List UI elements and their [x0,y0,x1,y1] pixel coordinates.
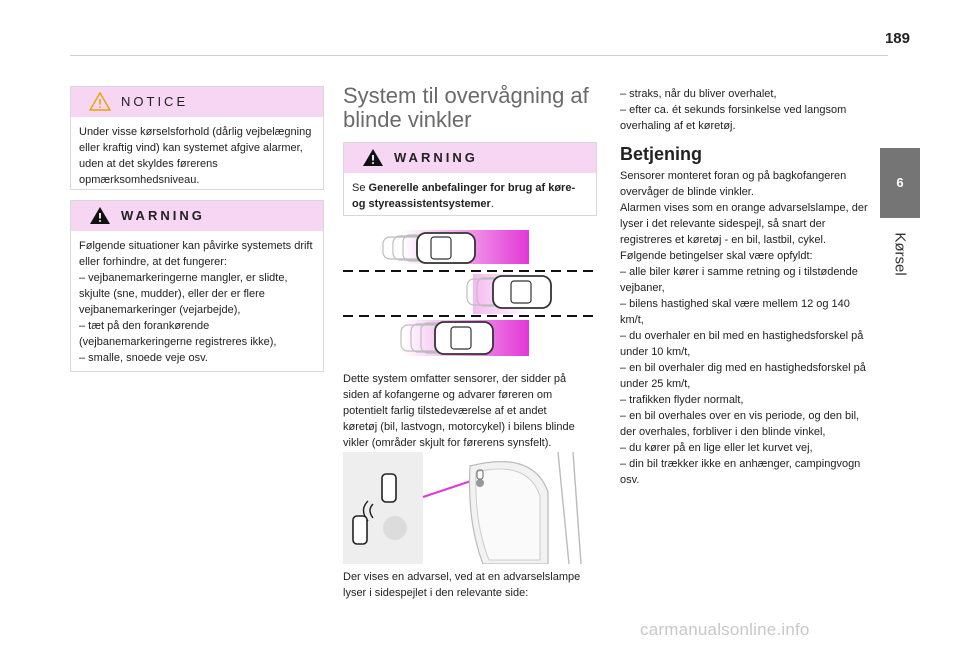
warning-left-line: Følgende situationer kan påvirke systemets drift eller forhindre, at det fungerer: [79,240,313,268]
warning-mid-title: WARNING [394,150,478,165]
car-icon [353,516,367,544]
blind-spot-illustration [343,226,595,362]
warning-icon [362,148,384,167]
mirror-illustration [343,452,591,564]
operation-line: – du kører på en lige eller let kurvet vej, [620,442,813,454]
car-icon [382,474,396,502]
header-divider [70,55,888,56]
system-description: Dette system omfatter sensorer, der sidder på siden af kofangerne og advarer føreren om potentielt farlig tilstedeværelse af et andet køretøj (bil, lastvogn, motorcykel) i bilens blinde vikler (områder skjult for førerens synsfelt). [343,373,575,449]
operation-text [620,168,872,488]
warning-mid-prefix: Se [352,182,369,194]
warning-mid-text [352,180,590,212]
notice-text: Under visse kørselsforhold (dårlig vejbelægning eller kraftig vind) kan systemet afgive alarmer, uden at det skyldes førerens opmærksomhedsniveau. [79,126,312,186]
operation-heading: Betjening [620,144,703,164]
operation-line: – alle biler kører i samme retning og i tilstødende vejbaner, [620,266,858,294]
page-number: 189 [884,30,910,47]
warning-mid-link[interactable]: Generelle anbefalinger for brug af køre- og styreassistentsystemer [352,182,576,210]
mirror-inset-panel [343,452,423,564]
right-intro-line: – straks, når du bliver overhalet, [620,88,777,100]
operation-line: – en bil overhales over en vis periode, og den bil, der overhales, forbliver i den blinde vinkel, [620,410,860,438]
operation-line: – din bil trækker ikke en anhænger, campingvogn osv. [620,458,861,486]
chapter-tab[interactable]: 6 [880,148,920,218]
operation-line: – trafikken flyder normalt, [620,394,744,406]
operation-line: – en bil overhaler dig med en hastighedsforskel på under 25 km/t, [620,362,866,390]
mirror-warning-lamp [476,479,484,487]
notice-warning-icon [89,92,111,111]
operation-line: Sensorer monteret foran og på bagkofangeren overvåger de blinde vinkler. [620,170,847,198]
warning-box-left [70,200,324,372]
right-intro-line: – efter ca. ét sekunds forsinkelse ved langsom overhaling af et køretøj. [620,104,847,132]
section-title: System til overvågning af blinde vinkler [343,83,589,132]
warning-icon [89,206,111,225]
notice-box [70,86,324,190]
chapter-label [872,224,928,284]
warning-mid-suffix: . [490,198,494,210]
notice-header [71,87,323,117]
operation-line: Følgende betingelser skal være opfyldt: [620,250,813,262]
warning-left-line: – vejbanemarkeringerne mangler, er slidte, skjulte (sne, mudder), eller der er flere vejbanemarkeringer (vejarbejde), [79,272,288,316]
right-intro [620,86,870,134]
warning-box-mid [343,142,597,216]
mirror-caption: Der vises en advarsel, ved at en advarselslampe lyser i sidespejlet i den relevante side: [343,571,581,599]
warning-left-title: WARNING [121,208,205,223]
operation-line: – du overhaler en bil med en hastighedsforskel på under 10 km/t, [620,330,864,358]
chapter-label-text: Kørsel [891,232,909,276]
warning-left-line: – smalle, snoede veje osv. [79,352,208,364]
warning-left-line: – tæt på den forankørende (vejbanemarkeringerne registreres ikke), [79,320,277,348]
warning-lamp-glow [383,516,407,540]
warning-mid-header [344,143,596,173]
operation-line: Alarmen vises som en orange advarselslampe, der lyser i det relevante sidespejl, så snart der registreres et køretøj - en bil, lastbil, cykel. [620,202,868,246]
pointer-line [423,481,471,497]
watermark[interactable]: carmanualsonline.info [640,620,810,639]
operation-line: – bilens hastighed skal være mellem 12 og 140 km/t, [620,298,850,326]
notice-title: NOTICE [121,94,189,109]
warning-left-header [71,201,323,231]
